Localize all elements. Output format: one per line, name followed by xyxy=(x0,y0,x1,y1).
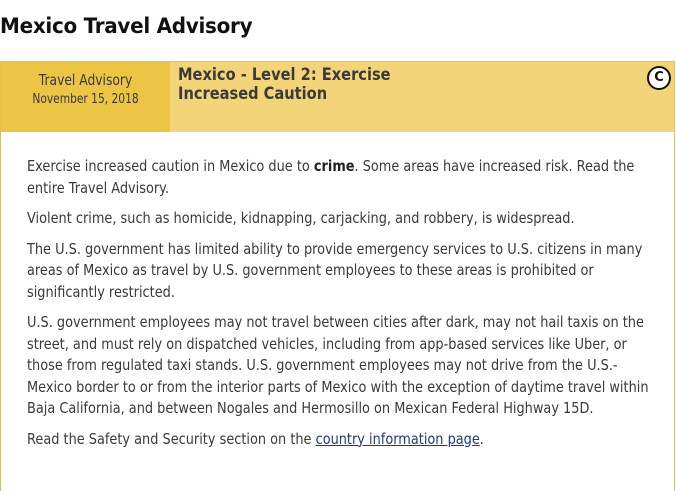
advisory-level-title: Mexico - Level 2: Exercise Increased Caution xyxy=(178,65,391,104)
crime-bold-text: crime xyxy=(313,157,355,175)
advisory-paragraph-5 xyxy=(27,429,657,451)
p5-text-after: . xyxy=(479,429,484,448)
p5-text-before: Read the Safety and Security section on the xyxy=(27,429,316,448)
caution-c-icon: C xyxy=(647,66,671,90)
advisory-paragraph-3: The U.S. government has limited ability to provide emergency services to U.S. citizens in many areas of Mexico as travel by U.S. government employees to these areas is prohibited or significantly restricted. xyxy=(27,239,643,301)
advisory-paragraph-2: Violent crime, such as homicide, kidnapping, carjacking, and robbery, is widespread. xyxy=(27,209,575,227)
advisory-paragraph-1 xyxy=(27,156,657,199)
advisory-paragraph-4: U.S. government employees may not travel between cities after dark, may not hail taxis on the street, and must rely on dispatched vehicles, including from app-based services like Uber, or those from regulated taxi stands. U.S. government employees may not drive from the U.S.-Mexico border to or from the interior parts of Mexico with the exception of daytime travel within Baja California, and between Nogales and Hermosillo on Mexican Federal Highway 15D. xyxy=(27,313,649,417)
p1-text-before: Exercise increased caution in Mexico due to xyxy=(27,157,314,175)
advisory-header xyxy=(1,62,674,132)
advisory-body-text xyxy=(27,156,657,459)
country-information-link[interactable]: country information page xyxy=(315,429,480,448)
advisory-label: Travel Advisory xyxy=(38,71,133,89)
page-title: Mexico Travel Advisory xyxy=(0,14,253,38)
advisory-date: November 15, 2018 xyxy=(32,92,139,107)
advisory-header-left xyxy=(1,62,170,132)
p1-text-after: . Some areas have increased risk. Read the entire Travel Advisory. xyxy=(27,157,635,197)
